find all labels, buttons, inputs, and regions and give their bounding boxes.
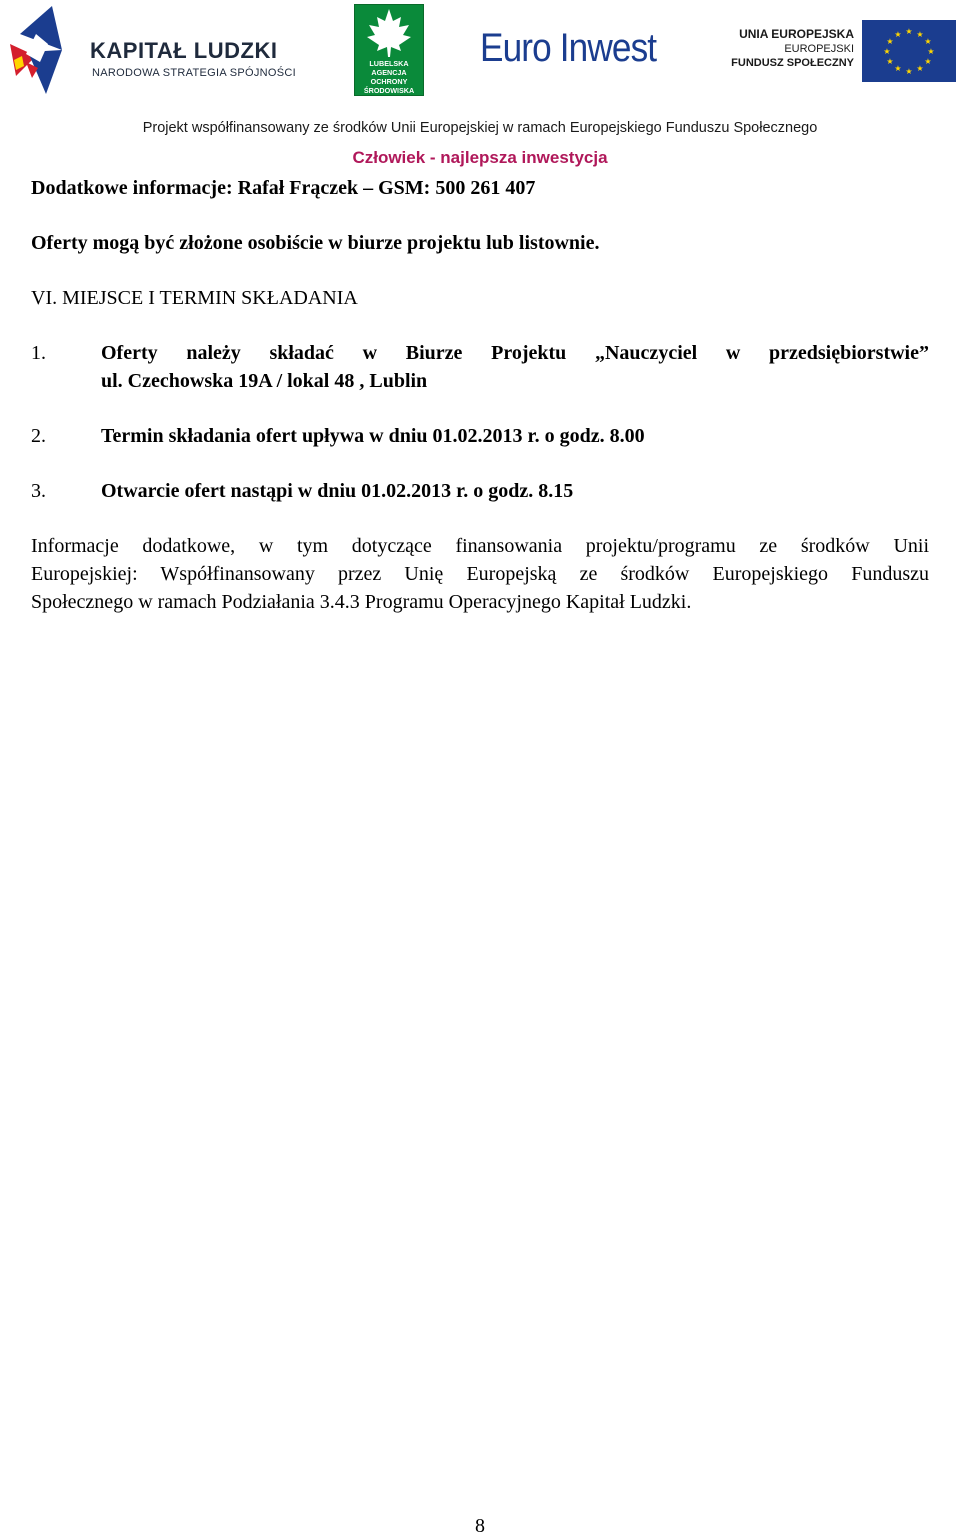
- item-1-line2: ul. Czechowska 19A / lokal 48 , Lublin: [101, 370, 428, 392]
- item-2-text: Termin składania ofert upływa w dniu 01.02.2013 r. o godz. 8.00: [101, 425, 645, 447]
- additional-info-line2: Europejskiej: Współfinansowany przez Unię Europejską ze środków Europejskiego Funduszu: [31, 563, 929, 585]
- eu-label-line3: FUNDUSZ SPOŁECZNY: [731, 57, 854, 69]
- eu-label-line1: UNIA EUROPEJSKA: [739, 27, 854, 41]
- item-1-line1: Oferty należy składać w Biurze Projektu „Nauczyciel w przedsiębiorstwie”: [101, 342, 929, 364]
- additional-info-line1: Informacje dodatkowe, w tym dotyczące finansowania projektu/programu ze środków Unii: [31, 535, 929, 557]
- page-header: [0, 0, 960, 136]
- kapital-ludzki-title: KAPITAŁ LUDZKI: [90, 38, 278, 63]
- svg-text:★: ★: [894, 64, 902, 73]
- item-1-number: 1.: [31, 342, 46, 364]
- item-1-text: [101, 339, 929, 395]
- laos-logo: [354, 4, 424, 96]
- offers-submit-note: Oferty mogą być złożone osobiście w biurze projektu lub listownie.: [31, 232, 600, 254]
- motto: Człowiek - najlepsza inwestycja: [352, 148, 608, 167]
- svg-text:★: ★: [894, 30, 902, 39]
- euro-inwest-logo: Euro Inwest: [480, 26, 657, 70]
- kapital-ludzki-emblem-icon: [6, 4, 86, 96]
- eu-flag-icon: [862, 20, 956, 82]
- kapital-ludzki-subtitle: NARODOWA STRATEGIA SPÓJNOŚCI: [92, 67, 296, 79]
- item-2-number: 2.: [31, 425, 46, 447]
- svg-text:★: ★: [886, 57, 894, 66]
- eu-label-line2: EUROPEJSKI: [784, 43, 854, 55]
- additional-info-line3: Społecznego w ramach Podziałania 3.4.3 Programu Operacyjnego Kapitał Ludzki.: [31, 591, 692, 613]
- svg-text:★: ★: [883, 47, 891, 56]
- eu-label: [722, 26, 854, 70]
- svg-text:★: ★: [886, 37, 894, 46]
- svg-text:★: ★: [924, 37, 932, 46]
- svg-text:★: ★: [916, 30, 924, 39]
- svg-text:★: ★: [924, 57, 932, 66]
- svg-text:★: ★: [927, 47, 935, 56]
- kapital-ludzki-logo: [6, 4, 296, 96]
- additional-info-paragraph: [31, 532, 929, 616]
- svg-text:★: ★: [905, 67, 913, 76]
- page-number: 8: [475, 1515, 485, 1537]
- item-3-number: 3.: [31, 480, 46, 502]
- contact-info: Dodatkowe informacje: Rafał Frączek – GSM: 500 261 407: [31, 177, 536, 199]
- section-heading: VI. MIEJSCE I TERMIN SKŁADANIA: [31, 287, 358, 309]
- project-cofinancing-line: Projekt współfinansowany ze środków Unii Europejskiej w ramach Europejskiego Funduszu Społecznego: [142, 120, 818, 136]
- maple-leaf-icon: [355, 5, 423, 61]
- item-3-text: Otwarcie ofert nastąpi w dniu 01.02.2013 r. o godz. 8.15: [101, 480, 574, 502]
- svg-text:★: ★: [916, 64, 924, 73]
- svg-text:★: ★: [905, 27, 913, 36]
- laos-label: LUBELSKA AGENCJA OCHRONY ŚRODOWISKA: [363, 59, 415, 95]
